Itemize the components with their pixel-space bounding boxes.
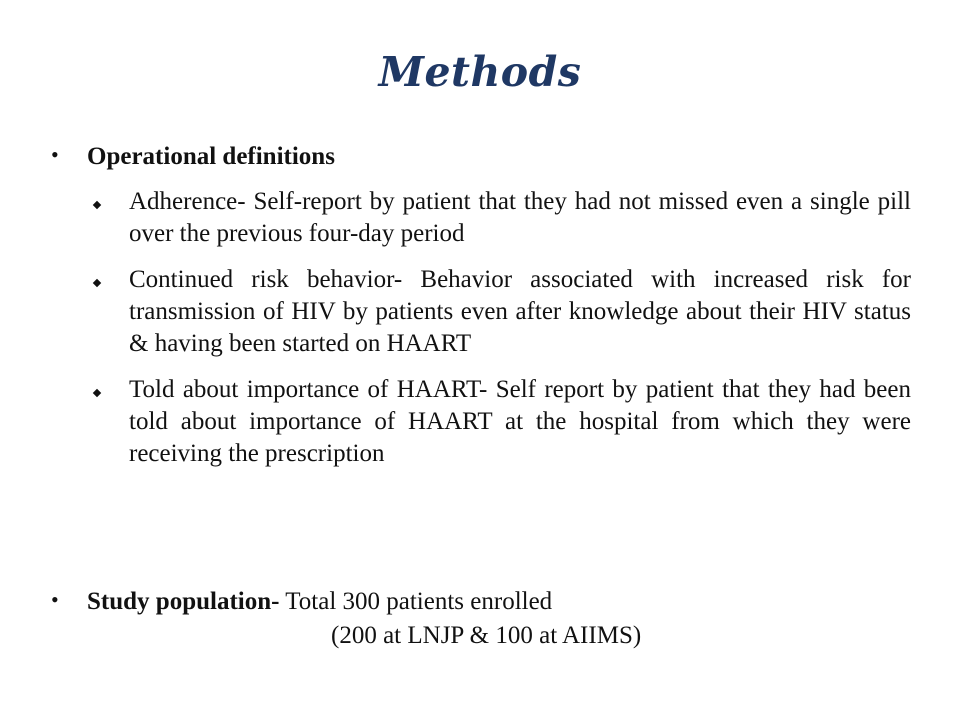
slide-title: Methods — [378, 48, 582, 96]
diamond-bullet-icon — [91, 186, 129, 220]
bullet-dot-icon: • — [51, 587, 59, 612]
definition-told-about-haart — [91, 374, 911, 470]
definition-continued-risk-behavior — [91, 264, 911, 360]
definition-text: Continued risk behavior- Behavior associated with increased risk for transmission of HIV by patients even after knowledge about their HIV status & having been started on HAART — [129, 266, 911, 357]
operational-definitions-section — [51, 140, 911, 484]
bullet-study-population — [51, 585, 911, 619]
definition-text: Adherence- Self-report by patient that they had not missed even a single pill over the previous four-day period — [129, 188, 911, 247]
definitions-list — [51, 186, 911, 470]
diamond-bullet-icon — [91, 264, 129, 298]
study-population-text: Total 300 patients enrolled — [279, 588, 553, 615]
definition-text: Told about importance of HAART- Self report by patient that they had been told about importance of HAART at the hospital from which they were receiving the prescription — [129, 376, 911, 467]
diamond-bullet-icon — [91, 374, 129, 408]
study-population-detail: (200 at LNJP & 100 at AIIMS) — [331, 622, 642, 649]
operational-definitions-heading: Operational definitions — [87, 143, 335, 170]
study-population-label: Study population- — [87, 588, 280, 615]
bullet-dot-icon: • — [51, 142, 59, 167]
definition-adherence — [91, 186, 911, 250]
study-population-line — [87, 585, 552, 619]
study-population-section — [51, 585, 911, 653]
bullet-operational-definitions — [51, 140, 911, 174]
